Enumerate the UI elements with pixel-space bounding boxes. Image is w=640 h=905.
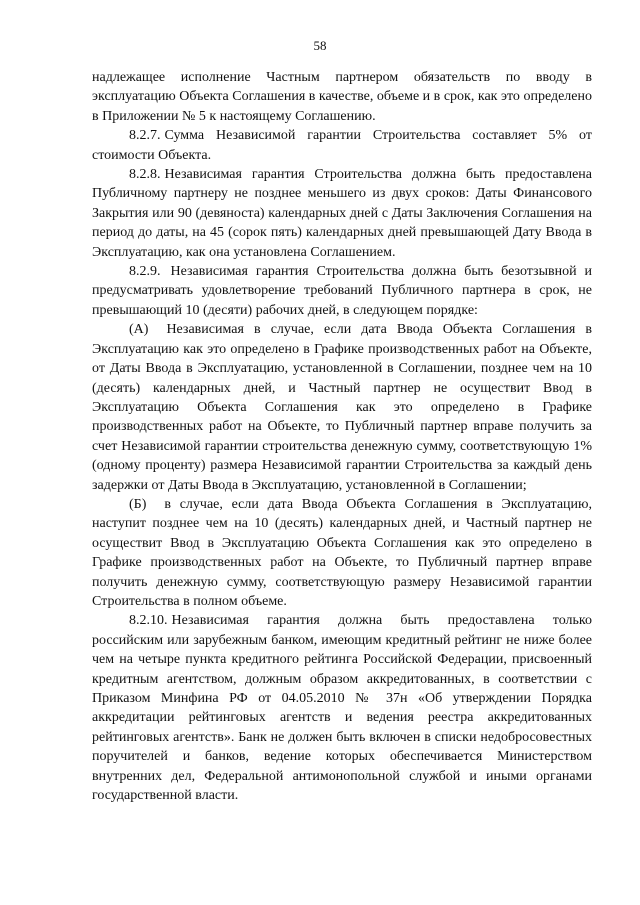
paragraph-text: надлежащее исполнение Частным партнером обязательств по вводу в эксплуатацию Объекта Соглашения в качестве, объеме и в срок, как это определено в Приложении № 5 к настоящему Соглашению. (92, 70, 592, 124)
paragraph-text: в случае, если дата Ввода Объекта Соглашения в Эксплуатацию, наступит позднее чем на 10 (десять) календарных дней, и Частный партнер не осуществит Ввод в Эксплуатацию Объекта Соглашения как это определено в Графике производственных работ на Объекте, то Публичный партнер вправе получить денежную сумму, соответствующую размеру Независимой гарантии Строительства в полном объеме. (92, 496, 592, 609)
paragraph-8-2-9 (92, 262, 592, 320)
item-label: (Б) (129, 496, 147, 512)
paragraph-continuation (92, 68, 592, 126)
paragraph-8-2-8 (92, 165, 592, 262)
clause-number: 8.2.7. (129, 128, 161, 144)
clause-number: 8.2.9. (129, 264, 161, 280)
paragraph-8-2-7 (92, 126, 592, 165)
paragraph-text: Независимая гарантия Строительства должна быть безотзывной и предусматривать удовлетворение требований Публичного партнера в срок, не превышающий 10 (десяти) рабочих дней, в следующем порядке: (92, 264, 592, 318)
paragraph-text: Независимая в случае, если дата Ввода Объекта Соглашения в Эксплуатацию как это определено в Графике производственных работ на Объекте, от Даты Ввода в Эксплуатацию, установленной в Соглашении, позднее чем на 10 (десять) календарных дней, и Частный партнер не осуществит Ввод в Эксплуатацию Объекта Соглашения как это определено в Графике производственных работ на Объекте, то Публичный партнер вправе получить за счет Независимой гарантии строительства денежную сумму, соответствующую 1% (одному проценту) размера Независимой гарантии Строительства за каждый день задержки от Даты Ввода в Эксплуатацию, установленной в Соглашении; (92, 322, 592, 493)
paragraph-item-a (92, 320, 592, 495)
clause-number: 8.2.10. (129, 613, 168, 629)
clause-number: 8.2.8. (129, 167, 161, 183)
item-label: (А) (129, 322, 149, 338)
paragraph-text: Сумма Независимой гарантии Строительства составляет 5% от стоимости Объекта. (92, 128, 592, 163)
page-body (92, 68, 592, 805)
paragraph-item-b (92, 495, 592, 611)
page-number: 58 (313, 38, 327, 53)
paragraph-8-2-10 (92, 611, 592, 805)
paragraph-text: Независимая гарантия должна быть предоставлена только российским или зарубежным банком, имеющим кредитный рейтинг не ниже более чем на четыре пункта кредитного рейтинга Российской Федерации, присвоенный кредитным агентством, должным образом аккредитованных, в соответствии с Приказом Минфина РФ от 04.05.2010 № 37н «Об утверждении Порядка аккредитации рейтинговых агентств и ведения реестра аккредитованных рейтинговых агентств». Банк не должен быть включен в списки недобросовестных поручителей и банков, ведение которых обеспечивается Министерством внутренних дел, Федеральной антимонопольной службой и иными органами государственной власти. (92, 613, 592, 804)
paragraph-text: Независимая гарантия Строительства должна быть предоставлена Публичному партнеру не позднее меньшего из двух сроков: Даты Финансового Закрытия или 90 (девяноста) календарных дней с Даты Заключения Соглашения на период до даты, на 45 (сорок пять) календарных дней превышающей Дату Ввода в Эксплуатацию, как она установлена Соглашением. (92, 167, 592, 260)
